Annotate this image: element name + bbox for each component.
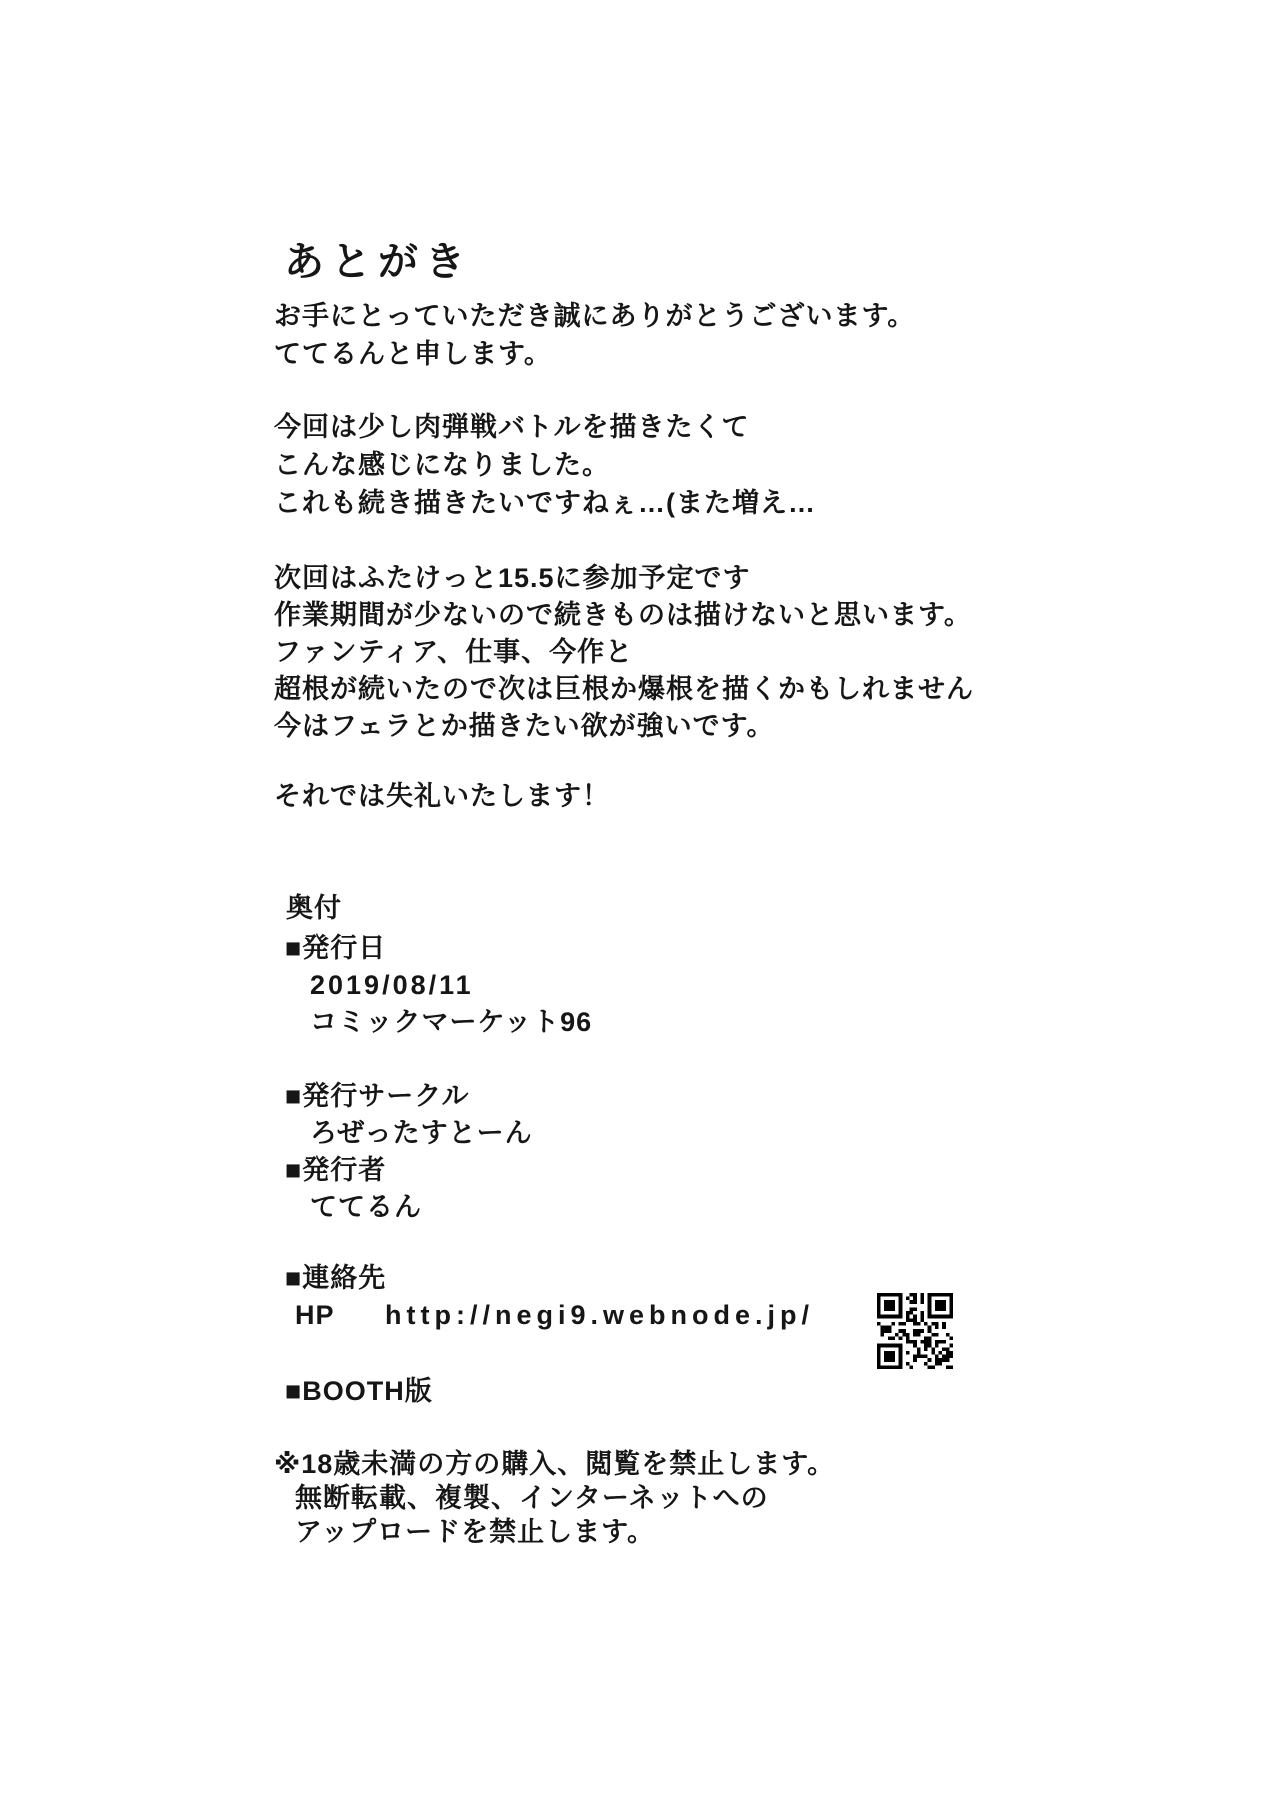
publish-date-value: 2019/08/11	[310, 970, 474, 1000]
text-line: 次回はふたけっと15.5に参加予定です	[274, 563, 751, 593]
text-line: 超根が続いたので次は巨根か爆根を描くかもしれません	[274, 674, 974, 704]
about-work-paragraph	[274, 408, 816, 522]
circle-publisher-block	[285, 1078, 533, 1226]
text-line: こんな感じになりました。	[274, 450, 610, 480]
text-line: 今はフェラとか描きたい欲が強いです。	[274, 711, 775, 741]
colophon-heading: 奥付	[286, 893, 342, 923]
circle-name: ろぜったすとーん	[310, 1118, 533, 1148]
notice-line: ※18歳未満の方の購入、閲覧を禁止します。	[274, 1449, 836, 1479]
text-line: 作業期間が少ないので続きものは描けないと思います。	[274, 600, 972, 630]
next-plans-paragraph	[274, 560, 974, 745]
homepage-url: http://negi9.webnode.jp/	[385, 1300, 814, 1330]
text-line: これも続き描きたいですねぇ…(また増え…	[274, 488, 816, 518]
notice-line: 無断転載、複製、インターネットへの	[295, 1483, 769, 1513]
notice-line: アップロードを禁止します。	[295, 1517, 655, 1547]
closing-line: それでは失礼いたします！	[274, 781, 610, 811]
publisher-name: ててるん	[310, 1192, 422, 1222]
hp-label: HP	[295, 1300, 335, 1330]
text-line: ててるんと申します。	[274, 339, 552, 369]
age-restriction-notice	[274, 1447, 835, 1549]
publish-date-label: ■発行日	[285, 933, 387, 963]
contact-block	[285, 1260, 814, 1334]
page-title: あとがき	[284, 240, 472, 284]
publish-date-block	[285, 930, 592, 1041]
publisher-label: ■発行者	[285, 1155, 387, 1185]
publish-event-value: コミックマーケット96	[310, 1007, 593, 1037]
greeting-paragraph	[274, 297, 915, 373]
qr-code	[877, 1293, 953, 1369]
contact-label: ■連絡先	[285, 1263, 387, 1293]
circle-label: ■発行サークル	[285, 1081, 470, 1111]
text-line: お手にとっていただき誠にありがとうございます。	[274, 301, 916, 331]
text-line: ファンティア、仕事、今作と	[274, 637, 634, 667]
text-line: 今回は少し肉弾戦バトルを描きたくて	[274, 412, 750, 442]
booth-label: ■BOOTH版	[285, 1376, 433, 1406]
